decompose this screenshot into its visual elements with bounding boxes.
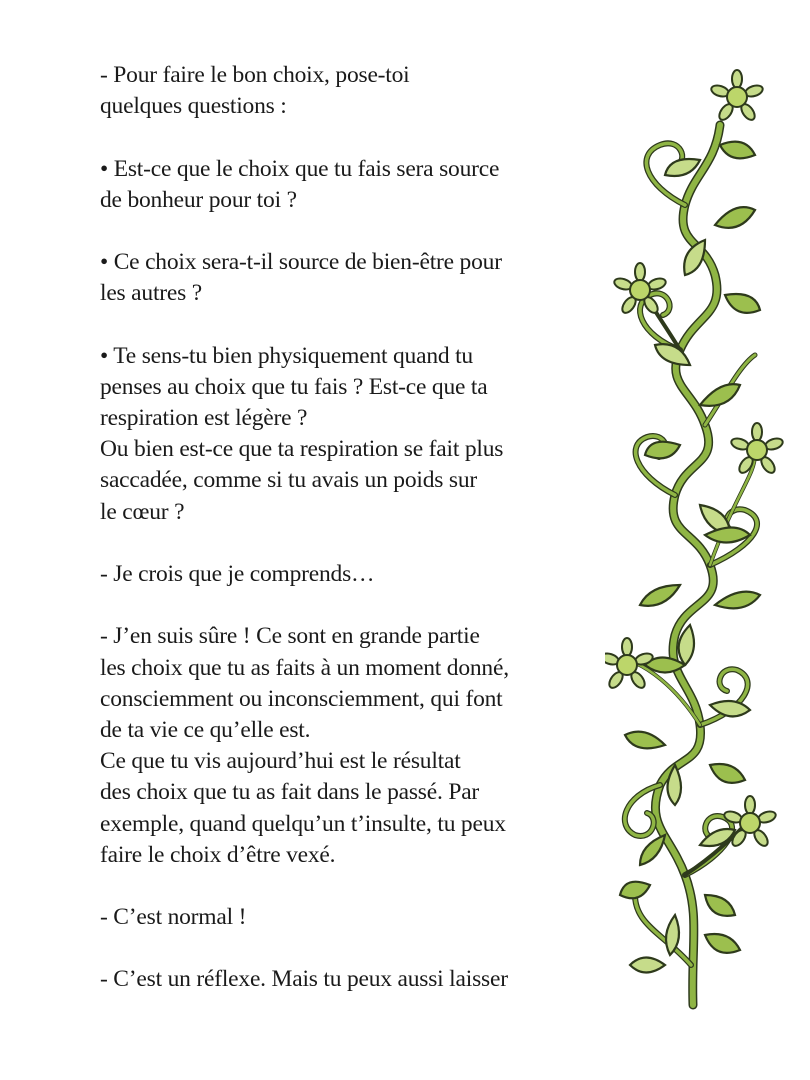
paragraph-spacer	[100, 528, 610, 559]
text-line: de ta vie ce qu’elle est.	[100, 716, 311, 743]
text-line: saccadée, comme si tu avais un poids sur	[100, 467, 478, 494]
text-line: les choix que tu as faits à un moment donné,	[100, 654, 509, 681]
text-line: faire le choix d’être vexé.	[100, 841, 336, 868]
text-line: penses au choix que tu fais ? Est-ce que ta	[100, 373, 488, 400]
paragraph-6	[100, 621, 610, 871]
text-line: • Est-ce que le choix que tu fais sera source	[100, 155, 500, 182]
text-line: Ou bien est-ce que ta respiration se fait plus	[100, 436, 504, 463]
paragraph-5	[100, 559, 610, 590]
text-line: Ce que tu vis aujourd’hui est le résultat	[100, 748, 461, 775]
text-line: quelques questions :	[100, 93, 287, 120]
text-line: des choix que tu as fait dans le passé. Par	[100, 779, 480, 806]
paragraph-spacer	[100, 216, 610, 247]
paragraph-spacer	[100, 871, 610, 902]
text-line: consciemment ou inconsciemment, qui font	[100, 685, 503, 712]
paragraph-2	[100, 154, 610, 216]
paragraph-8	[100, 964, 610, 995]
flowering-vine-icon	[605, 65, 805, 1010]
paragraph-3	[100, 247, 610, 309]
text-line: le cœur ?	[100, 498, 185, 525]
paragraph-spacer	[100, 933, 610, 964]
text-line: - C’est un réflexe. Mais tu peux aussi laisser	[100, 966, 508, 993]
paragraph-spacer	[100, 122, 610, 153]
paragraph-spacer	[100, 310, 610, 341]
text-line: exemple, quand quelqu’un t’insulte, tu peux	[100, 810, 506, 837]
text-line: - C’est normal !	[100, 904, 247, 931]
paragraph-spacer	[100, 590, 610, 621]
text-line: • Te sens-tu bien physiquement quand tu	[100, 342, 473, 369]
text-line: • Ce choix sera-t-il source de bien-être pour	[100, 249, 502, 276]
text-line: respiration est légère ?	[100, 405, 308, 432]
paragraph-1	[100, 60, 610, 122]
paragraph-7	[100, 902, 610, 933]
text-line: - Pour faire le bon choix, pose-toi	[100, 62, 410, 88]
text-line: - J’en suis sûre ! Ce sont en grande partie	[100, 623, 480, 650]
text-line: de bonheur pour toi ?	[100, 186, 297, 213]
text-line: les autres ?	[100, 280, 202, 307]
text-line: - Je crois que je comprends…	[100, 561, 375, 587]
paragraph-4	[100, 341, 610, 528]
page-text	[100, 60, 610, 996]
